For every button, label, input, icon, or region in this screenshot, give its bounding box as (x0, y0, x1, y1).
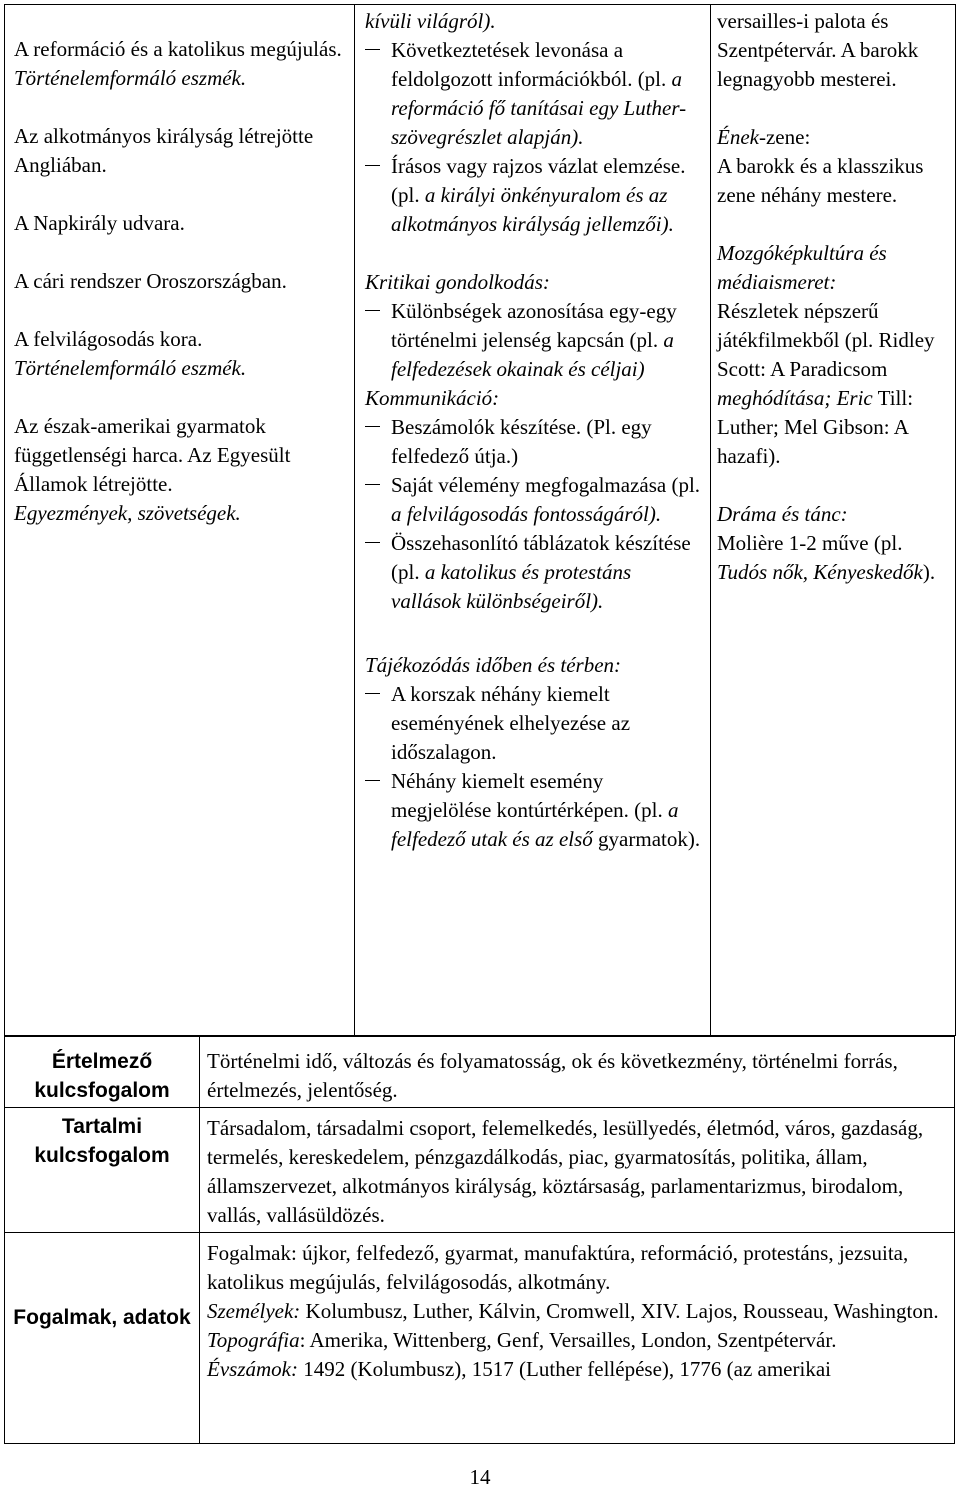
list-item-text: Különbségek azonosítása egy-egy történelmi jelenség kapcsán (pl. (391, 299, 677, 352)
connections-column (711, 5, 956, 1036)
topic-item: A cári rendszer Oroszországban. (14, 269, 287, 293)
key-concepts-table (4, 1036, 955, 1444)
list-item (391, 36, 702, 152)
interpretive-label: Értelmező kulcsfogalom (5, 1037, 200, 1108)
list-item (391, 529, 702, 616)
interpretive-text: Történelmi idő, változás és folyamatosság, ok és következmény, történelmi forrás, értelmezés, jelentőség. (200, 1037, 955, 1108)
intro-list (365, 36, 702, 239)
list-item-example: a királyi önkényuralom és az alkotmányos királyság jellemzői). (391, 183, 674, 236)
music-text: A barokk és a klasszikus zene néhány mestere. (717, 154, 924, 207)
music-heading-italic: Ének (717, 125, 759, 149)
topic-item: A Napkirály udvara. (14, 211, 185, 235)
spacer (14, 383, 346, 412)
persons-label: Személyek: (207, 1299, 301, 1323)
critical-list (365, 297, 702, 384)
media-text-italic: meghódítása; Eric (717, 386, 873, 410)
music-heading-plain: -zene: (758, 125, 811, 149)
years-line (207, 1355, 946, 1384)
spacer (14, 296, 346, 325)
list-item-example: a katolikus és protestáns vallások különbségeiről). (391, 560, 632, 613)
topics-column (5, 5, 355, 1036)
communication-heading: Kommunikáció: (365, 386, 500, 410)
list-item-tail: gyarmatok). (592, 827, 701, 851)
skills-intro: kívüli világról). (365, 9, 496, 33)
music-heading (717, 123, 949, 152)
list-item-text: A korszak néhány kiemelt eseményének elhelyezése az időszalagon. (391, 682, 631, 764)
persons-text: Kolumbusz, Luther, Kálvin, Cromwell, XIV. Lajos, Rousseau, Washington. (300, 1299, 939, 1323)
spacer (14, 180, 346, 209)
concepts-cell (200, 1233, 955, 1444)
orientation-list (365, 680, 702, 854)
topic-item: Történelemformáló eszmék. (14, 356, 247, 380)
list-item-text: Összehasonlító táblázatok készítése (pl. (391, 531, 691, 584)
list-item-example: a reformáció fő tanításai egy Luther-szövegrészlet alapján). (391, 67, 687, 149)
list-item (391, 297, 702, 384)
content-label: Tartalmi kulcsfogalom (5, 1108, 200, 1233)
spacer (14, 93, 346, 122)
communication-list (365, 413, 702, 616)
list-item-text: Néhány kiemelt esemény megjelölése kontúrtérképen. (pl. (391, 769, 668, 822)
drama-text-tail: ). (922, 560, 936, 584)
topic-item: Az észak-amerikai gyarmatok függetlenségi harca. Az Egyesült Államok létrejötte. (14, 414, 291, 496)
page-number: 14 (469, 1465, 491, 1489)
critical-heading: Kritikai gondolkodás: (365, 270, 550, 294)
drama-text (717, 529, 949, 587)
list-item-text: Beszámolók készítése. (Pl. egy felfedező útja.) (391, 415, 652, 468)
list-item (391, 471, 702, 529)
topic-item: Egyezmények, szövetségek. (14, 501, 241, 525)
list-item-example: a felfedezések okainak és céljai) (391, 328, 674, 381)
topics-list (5, 5, 354, 1035)
drama-text-plain: Molière 1-2 műve (pl. (717, 531, 903, 555)
list-item (391, 413, 702, 471)
concepts-label: Fogalmak, adatok (5, 1233, 200, 1444)
orientation-heading: Tájékozódás időben és térben: (365, 653, 622, 677)
topography-text: : Amerika, Wittenberg, Genf, Versailles, London, Szentpétervár. (299, 1328, 837, 1352)
content-text: Társadalom, társadalmi csoport, felemelkedés, lesüllyedés, életmód, város, gazdaság, termelés, kereskedelem, pénzgazdálkodás, piac, gyarmatosítás, politika, állam, államszervezet, alkotmányos királyság, köztársaság, parlamentarizmus, birodalom, vallás, vallásüldözés. (200, 1108, 955, 1233)
persons-line (207, 1297, 946, 1326)
list-item (391, 767, 702, 854)
media-heading: Mozgóképkultúra és médiaismeret: (717, 241, 887, 294)
concepts-line: Fogalmak: újkor, felfedező, gyarmat, manufaktúra, reformáció, protestáns, jezsuita, katolikus megújulás, felvilágosodás, alkotmány. (207, 1241, 909, 1294)
list-item-example: a felfedező utak és az első (391, 798, 679, 851)
list-item (391, 152, 702, 239)
topic-item: Történelemformáló eszmék. (14, 66, 247, 90)
drama-text-italic: Tudós nők, Kényeskedők (717, 560, 923, 584)
spacer (14, 238, 346, 267)
media-text (717, 297, 949, 471)
architecture-text: versailles-i palota és Szentpétervár. A barokk legnagyobb mesterei. (717, 9, 919, 91)
years-label: Évszámok: (207, 1357, 298, 1381)
list-item (391, 680, 702, 767)
media-text-tail: Till: Luther; Mel Gibson: A hazafi). (717, 386, 914, 468)
media-text-plain: Részletek népszerű játékfilmekből (pl. Ridley Scott: A Paradicsom (717, 299, 935, 381)
drama-heading: Dráma és tánc: (717, 502, 848, 526)
skills-column (355, 5, 711, 1036)
years-text: 1492 (Kolumbusz), 1517 (Luther fellépése), 1776 (az amerikai (297, 1357, 831, 1381)
topic-item: A reformáció és a katolikus megújulás. (14, 37, 342, 61)
list-item-text: Következtetések levonása a feldolgozott információkból. (pl. (391, 38, 672, 91)
list-item-example: a felvilágosodás fontosságáról). (391, 502, 662, 526)
list-item-text: Saját vélemény megfogalmazása (pl. (391, 473, 701, 497)
list-item-text: Írásos vagy rajzos vázlat elemzése. (pl. (391, 154, 686, 207)
topography-label: Topográfia (207, 1328, 300, 1352)
topic-item: A felvilágosodás kora. (14, 327, 203, 351)
topic-item: Az alkotmányos királyság létrejötte Angliában. (14, 124, 314, 177)
topography-line (207, 1326, 946, 1355)
curriculum-table (4, 4, 956, 1036)
